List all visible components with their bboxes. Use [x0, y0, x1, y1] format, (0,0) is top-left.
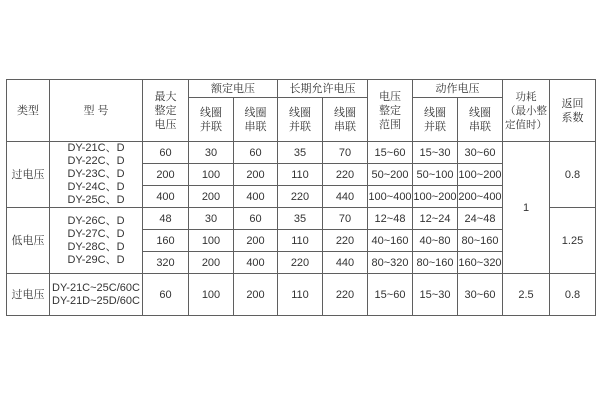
cell-operating-parallel: 12~24 — [413, 208, 458, 230]
cell-setting-range: 40~160 — [368, 230, 413, 252]
cell-longterm-series: 70 — [323, 142, 368, 164]
cell-operating-series: 160~320 — [458, 252, 503, 274]
cell-models-group3: DY-21C~25C/60C DY-21D~25D/60C — [50, 274, 143, 316]
cell-rated-parallel: 200 — [189, 186, 234, 208]
cell-operating-series: 24~48 — [458, 208, 503, 230]
table-row — [7, 142, 596, 164]
cell-setting-range: 15~60 — [368, 274, 413, 316]
cell-operating-parallel: 15~30 — [413, 142, 458, 164]
cell-operating-parallel: 50~100 — [413, 164, 458, 186]
cell-rated-series: 200 — [234, 274, 278, 316]
cell-return-coeff-group2: 1.25 — [550, 208, 596, 274]
cell-max-setting: 60 — [143, 274, 189, 316]
header-type: 类型 — [7, 80, 50, 142]
cell-models-group1: DY-21C、D DY-22C、D DY-23C、D DY-24C、D DY-25C、D — [50, 142, 143, 208]
header-rated-coil-series: 线圈 串联 — [234, 98, 278, 142]
cell-longterm-series: 440 — [323, 186, 368, 208]
table-header-row-1 — [7, 80, 596, 98]
header-operating-voltage: 动作电压 — [413, 80, 503, 98]
cell-rated-parallel: 100 — [189, 274, 234, 316]
cell-longterm-parallel: 35 — [278, 208, 323, 230]
cell-longterm-parallel: 35 — [278, 142, 323, 164]
cell-operating-series: 200~400 — [458, 186, 503, 208]
cell-rated-series: 400 — [234, 252, 278, 274]
cell-longterm-series: 220 — [323, 164, 368, 186]
cell-longterm-parallel: 110 — [278, 164, 323, 186]
cell-longterm-parallel: 110 — [278, 230, 323, 252]
cell-operating-series: 100~200 — [458, 164, 503, 186]
header-long-term-voltage: 长期允许电压 — [278, 80, 368, 98]
cell-operating-parallel: 15~30 — [413, 274, 458, 316]
header-rated-voltage: 额定电压 — [189, 80, 278, 98]
cell-longterm-parallel: 110 — [278, 274, 323, 316]
cell-power-group3: 2.5 — [503, 274, 550, 316]
cell-return-coeff-group1: 0.8 — [550, 142, 596, 208]
cell-rated-parallel: 100 — [189, 164, 234, 186]
cell-type-undervoltage: 低电压 — [7, 208, 50, 274]
cell-max-setting: 320 — [143, 252, 189, 274]
cell-max-setting: 160 — [143, 230, 189, 252]
cell-return-coeff-group3: 0.8 — [550, 274, 596, 316]
cell-operating-parallel: 40~80 — [413, 230, 458, 252]
cell-longterm-parallel: 220 — [278, 252, 323, 274]
cell-rated-parallel: 200 — [189, 252, 234, 274]
header-operating-coil-parallel: 线圈 并联 — [413, 98, 458, 142]
cell-rated-series: 60 — [234, 208, 278, 230]
cell-max-setting: 60 — [143, 142, 189, 164]
cell-longterm-series: 70 — [323, 208, 368, 230]
cell-longterm-series: 440 — [323, 252, 368, 274]
cell-operating-parallel: 100~200 — [413, 186, 458, 208]
cell-setting-range: 12~48 — [368, 208, 413, 230]
cell-rated-parallel: 30 — [189, 142, 234, 164]
cell-rated-series: 400 — [234, 186, 278, 208]
cell-operating-series: 30~60 — [458, 274, 503, 316]
header-longterm-coil-parallel: 线圈 并联 — [278, 98, 323, 142]
header-max-setting-voltage: 最大 整定 电压 — [143, 80, 189, 142]
header-model: 型 号 — [50, 80, 143, 142]
cell-longterm-parallel: 220 — [278, 186, 323, 208]
header-operating-coil-series: 线圈 串联 — [458, 98, 503, 142]
cell-setting-range: 15~60 — [368, 142, 413, 164]
cell-operating-series: 80~160 — [458, 230, 503, 252]
cell-max-setting: 400 — [143, 186, 189, 208]
cell-operating-series: 30~60 — [458, 142, 503, 164]
header-return-coefficient: 返回 系数 — [550, 80, 596, 142]
relay-spec-table — [6, 79, 596, 316]
cell-models-group2: DY-26C、D DY-27C、D DY-28C、D DY-29C、D — [50, 208, 143, 274]
cell-setting-range: 100~400 — [368, 186, 413, 208]
cell-rated-parallel: 100 — [189, 230, 234, 252]
header-setting-range: 电压 整定 范围 — [368, 80, 413, 142]
cell-type-overvoltage: 过电压 — [7, 142, 50, 208]
header-longterm-coil-series: 线圈 串联 — [323, 98, 368, 142]
cell-rated-series: 200 — [234, 164, 278, 186]
cell-max-setting: 48 — [143, 208, 189, 230]
cell-rated-parallel: 30 — [189, 208, 234, 230]
cell-setting-range: 80~320 — [368, 252, 413, 274]
header-rated-coil-parallel: 线圈 并联 — [189, 98, 234, 142]
cell-rated-series: 60 — [234, 142, 278, 164]
header-power-consumption: 功耗 （最小整 定值时） — [503, 80, 550, 142]
cell-power-groups-1-2: 1 — [503, 142, 550, 274]
table-row — [7, 274, 596, 316]
cell-operating-parallel: 80~160 — [413, 252, 458, 274]
cell-longterm-series: 220 — [323, 230, 368, 252]
cell-setting-range: 50~200 — [368, 164, 413, 186]
cell-rated-series: 200 — [234, 230, 278, 252]
cell-longterm-series: 220 — [323, 274, 368, 316]
cell-type-overvoltage: 过电压 — [7, 274, 50, 316]
cell-max-setting: 200 — [143, 164, 189, 186]
